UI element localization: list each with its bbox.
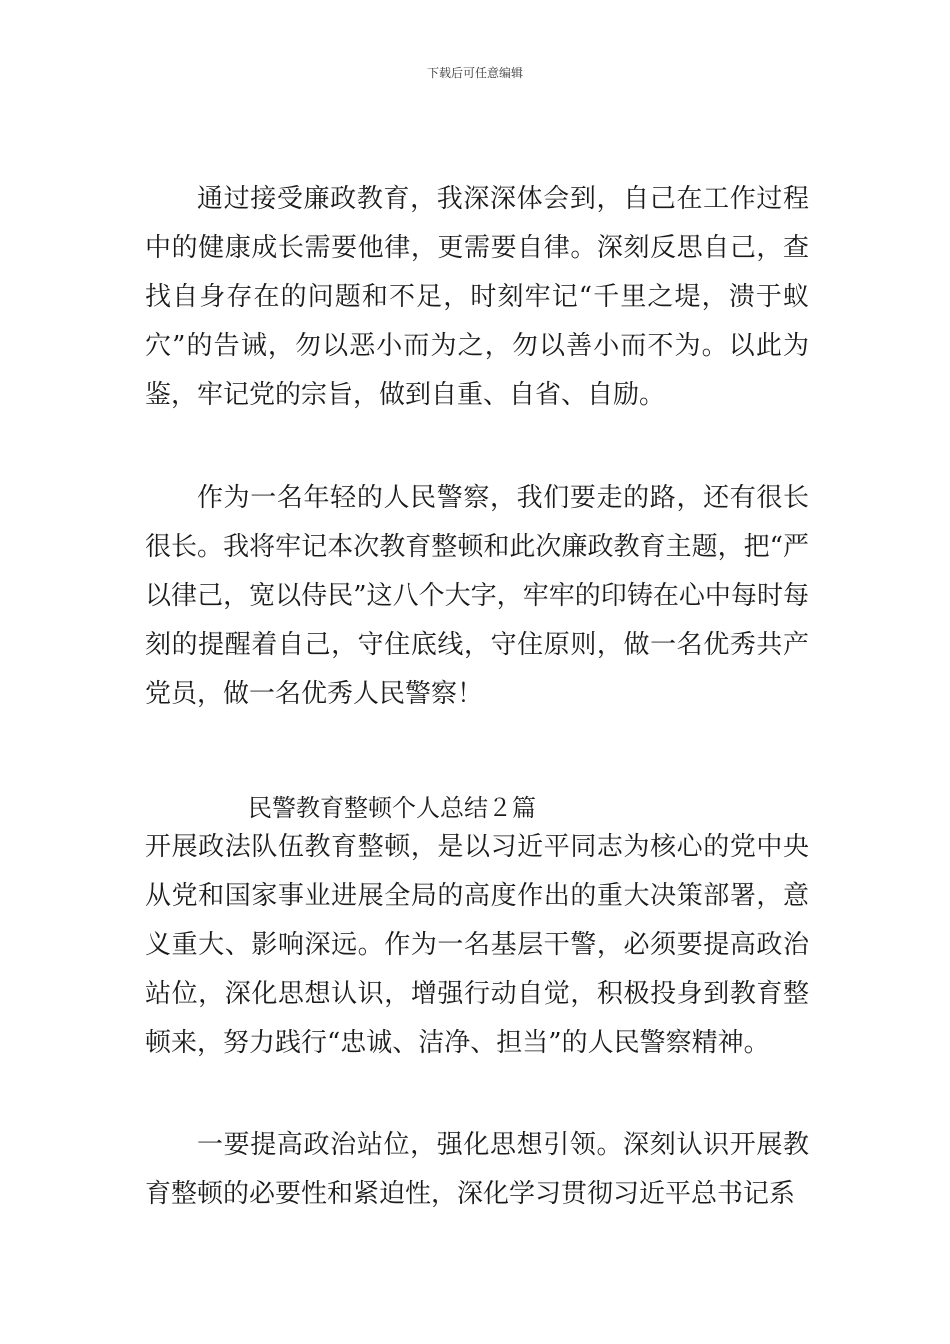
paragraph-1: 通过接受廉政教育，我深深体会到，自己在工作过程中的健康成长需要他律，更需要自律。深刻反思自己，查找自身存在的问题和不足，时刻牢记“千里之堤，溃于蚁穴”的告诫，勿以恶小而为之，勿以善小而不为。以此为鉴，牢记党的宗旨，做到自重、自省、自励。 xyxy=(145,184,809,410)
paragraph-4: 一要提高政治站位，强化思想引领。深刻认识开展教育整顿的必要性和紧迫性，深化学习贯彻习近平总书记系 xyxy=(145,1130,809,1209)
paragraph-3: 开展政法队伍教育整顿，是以习近平同志为核心的党中央从党和国家事业进展全局的高度作出的重大决策部署，意义重大、影响深远。作为一名基层干警，必须要提高政治站位，深化思想认识，增强行动自觉，积极投身到教育整顿来，努力践行“忠诚、洁净、担当”的人民警察精神。 xyxy=(145,832,809,1058)
paragraph-2: 作为一名年轻的人民警察，我们要走的路，还有很长很长。我将牢记本次教育整顿和此次廉政教育主题，把“严以律己，宽以侍民”这八个大字，牢牢的印铸在心中每时每刻的提醒着自己，守住底线，守住原则，做一名优秀共产党员，做一名优秀人民警察！ xyxy=(145,483,809,709)
page-header-note: 下载后可任意编辑 xyxy=(426,66,523,80)
section-title: 民警教育整顿个人总结２篇 xyxy=(248,794,536,822)
